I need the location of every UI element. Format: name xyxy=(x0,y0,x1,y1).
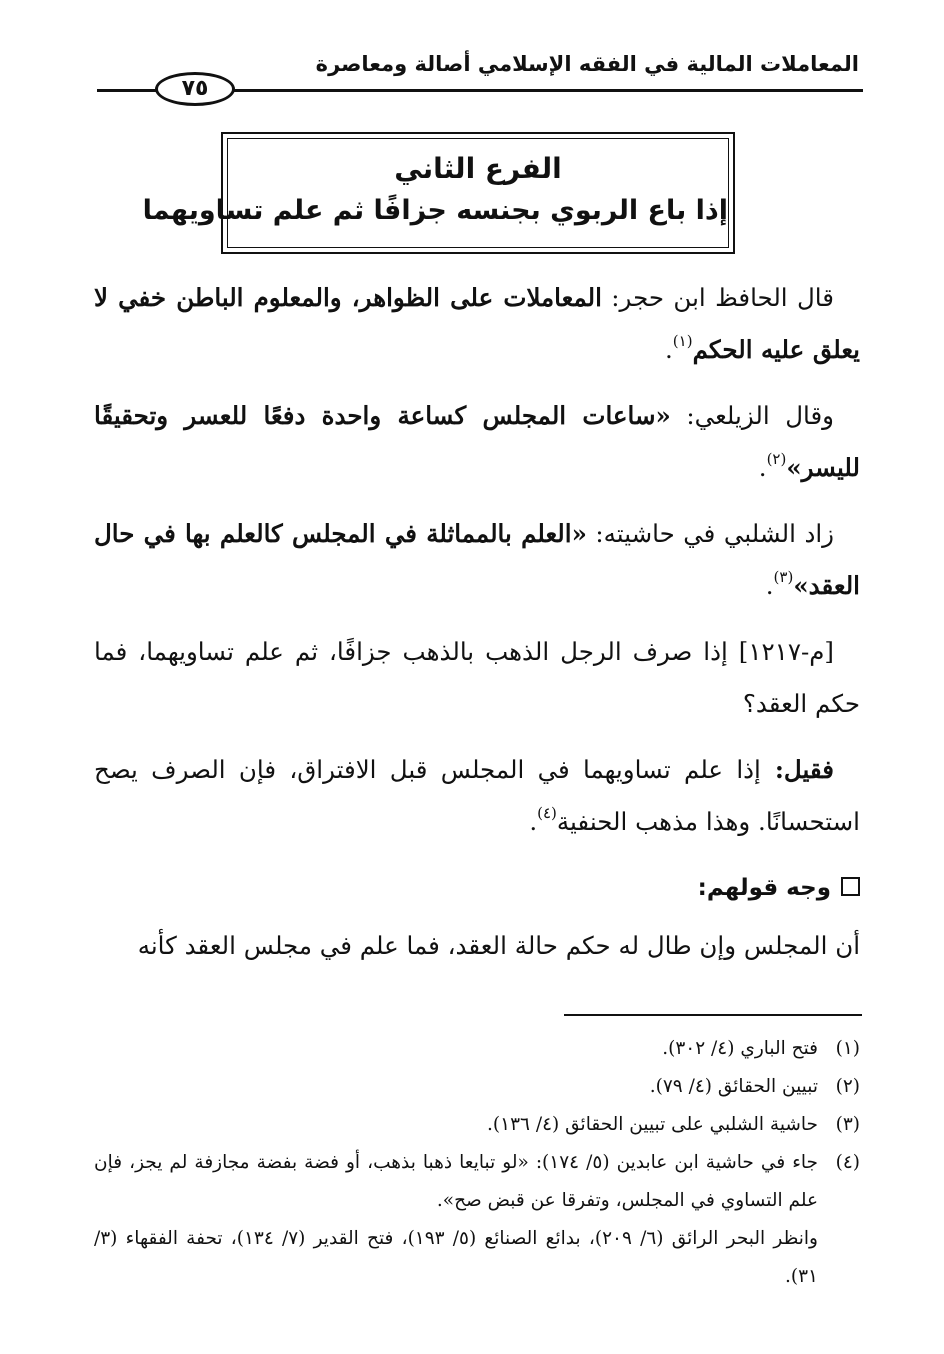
footnote-separator xyxy=(564,1014,862,1016)
section-title: إذا باع الربوي بجنسه جزافًا ثم علم تساويهما xyxy=(142,195,728,226)
footnote-text: فتح الباري (٤/ ٣٠٢). xyxy=(662,1038,818,1059)
footnote-number: (٣) xyxy=(835,1114,860,1135)
footnote-3 xyxy=(94,1106,860,1144)
subheading-label: وجه قولهم: xyxy=(697,875,831,901)
paragraph-intro: زاد الشلبي في حاشيته: xyxy=(586,519,835,548)
footnote-text: حاشية الشلبي على تبيين الحقائق (٤/ ١٣٦). xyxy=(487,1114,818,1135)
footnote-ref-3: (٣) xyxy=(773,568,794,586)
opinion-text: إذا علم تساويهما في المجلس قبل الافتراق، فإن الصرف يصح استحسانًا. وهذا مذهب الحنفية xyxy=(94,755,860,836)
paragraph-reasoning xyxy=(94,920,860,972)
footnote-number: (٢) xyxy=(835,1076,860,1097)
paragraph-intro: قال الحافظ ابن حجر: xyxy=(601,283,834,312)
section-branch-heading: الفرع الثاني xyxy=(394,152,562,185)
section-title-inner-frame xyxy=(142,138,729,248)
paragraph-first-opinion: فقيل: إذا علم تساويهما في المجلس قبل الافتراق، فإن الصرف يصح استحسانًا. وهذا مذهب الحنفية$^{(٤)}$. xyxy=(94,755,860,836)
footnote-text: تبيين الحقائق (٤/ ٧٩). xyxy=(649,1076,818,1097)
paragraph-zaylai: وقال الزيلعي: «ساعات المجلس كساعة واحدة دفعًا للعسر وتحقيقًا لليسر»$^{(٢)}$. xyxy=(94,401,860,482)
footnote-ref-4: (٤) xyxy=(537,804,557,822)
footnote-4-continuation xyxy=(94,1220,860,1296)
footnote-number: (٤) xyxy=(835,1152,860,1173)
square-bullet-icon xyxy=(841,877,860,896)
footnote-ref-2: (٢) xyxy=(766,450,787,468)
running-title: المعاملات المالية في الفقه الإسلامي أصالة ومعاصرة xyxy=(315,52,859,76)
paragraph-ibn-hajar: قال الحافظ ابن حجر: المعاملات على الظواهر، والمعلوم الباطن خفي لا يعلق عليه الحكم$^{(١)}$. xyxy=(94,283,860,364)
quoted-text: «ساعات المجلس كساعة واحدة دفعًا للعسر وتحقيقًا لليسر» xyxy=(94,401,860,482)
paragraph-issue xyxy=(94,626,860,730)
opinion-label: فقيل: xyxy=(760,755,834,784)
footnote-text: جاء في حاشية ابن عابدين (٥/ ١٧٤): «لو تبايعا ذهبا بذهب، أو فضة بفضة مجازفة لم يجز، فإن علم التساوي في المجلس، وتفرقا عن قبض صح». xyxy=(94,1152,818,1211)
page-number: ٧٥ xyxy=(155,72,235,106)
footnote-ref-1: (١) xyxy=(672,332,693,350)
paragraph-intro: وقال الزيلعي: xyxy=(670,401,834,430)
footnotes xyxy=(94,1030,860,1296)
footnote-1 xyxy=(94,1030,860,1068)
quoted-text: المعاملات على الظواهر، والمعلوم الباطن خفي لا يعلق عليه الحكم xyxy=(94,283,860,364)
footnote-4 xyxy=(94,1144,860,1220)
subheading-their-reasoning xyxy=(94,862,860,914)
section-title-box xyxy=(142,132,735,254)
main-text xyxy=(94,272,860,986)
footnote-number xyxy=(818,1220,860,1296)
quoted-text: «العلم بالمماثلة في المجلس كالعلم بها في حال العقد» xyxy=(94,519,860,600)
reasoning-text: أن المجلس وإن طال له حكم حالة العقد، فما علم في مجلس العقد كأنه xyxy=(137,931,860,960)
footnote-text: وانظر البحر الرائق (٦/ ٢٠٩)، بدائع الصنائع (٥/ ١٩٣)، فتح القدير (٧/ ١٣٤)، تحفة الفقهاء (٣/ ٣١). xyxy=(94,1228,818,1287)
paragraph-shalabi: زاد الشلبي في حاشيته: «العلم بالمماثلة في المجلس كالعلم بها في حال العقد»$^{(٣)}$. xyxy=(94,519,860,600)
issue-text: [م-١٢١٧] إذا صرف الرجل الذهب بالذهب جزافًا، ثم علم تساويهما، فما حكم العقد؟ xyxy=(94,637,860,718)
footnote-2 xyxy=(94,1068,860,1106)
footnote-number: (١) xyxy=(835,1038,860,1059)
